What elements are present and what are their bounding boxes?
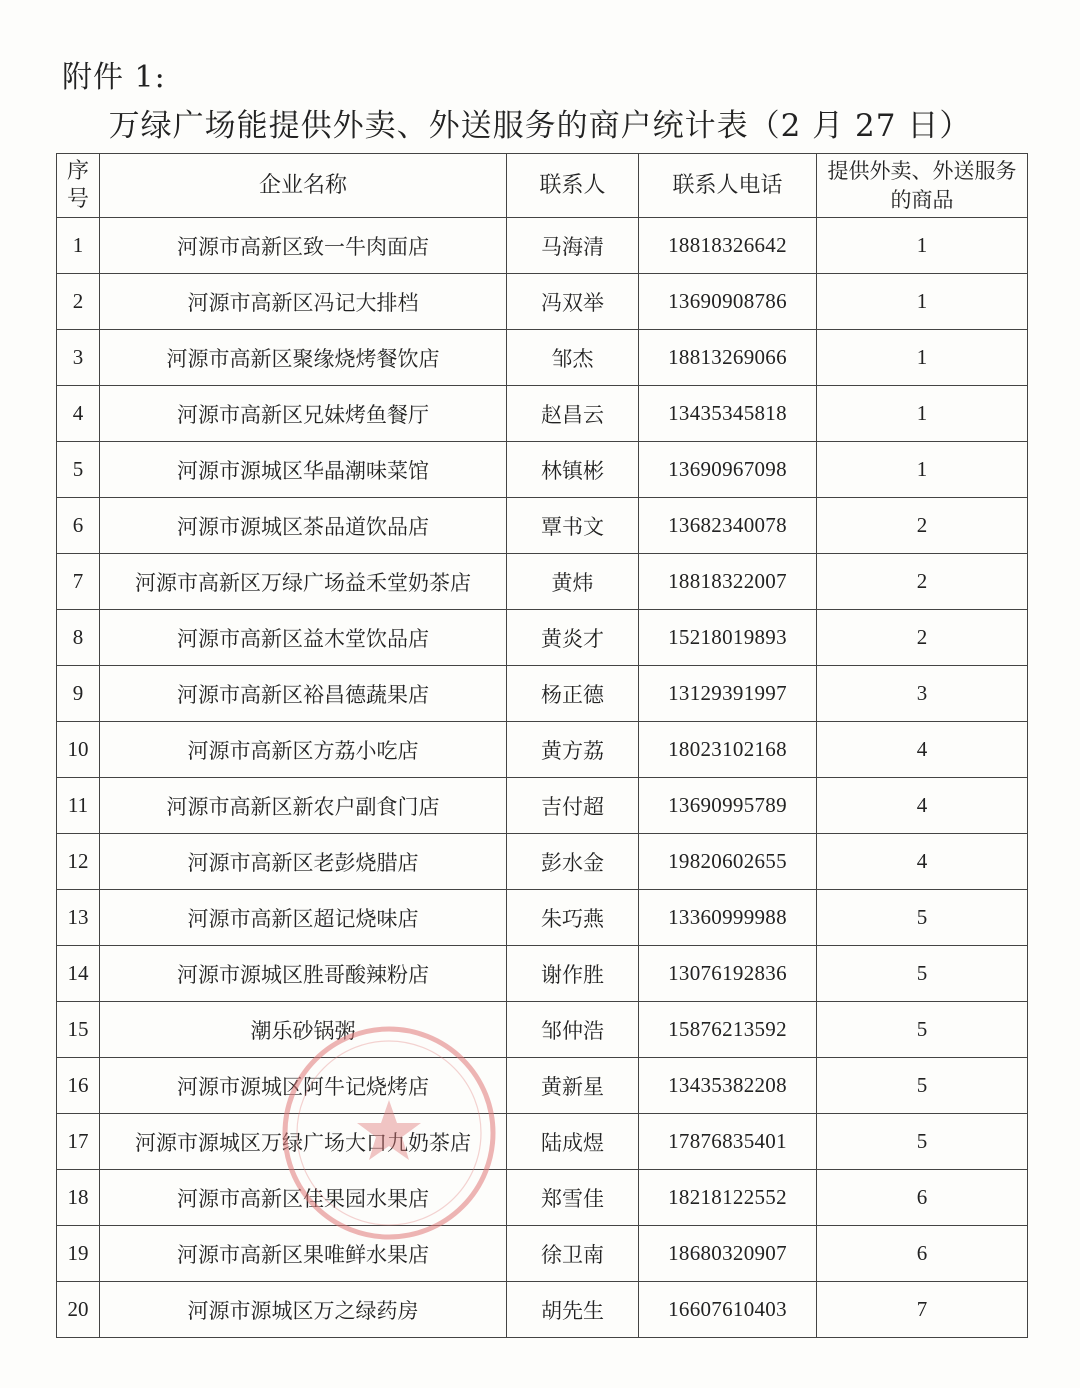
table-row (57, 1002, 1028, 1058)
cell-goods: 3 (817, 666, 1028, 722)
cell-phone: 13129391997 (639, 666, 817, 722)
cell-merchant-name: 河源市源城区华晶潮味菜馆 (100, 442, 507, 498)
cell-phone: 13435382208 (639, 1058, 817, 1114)
table-row (57, 1226, 1028, 1282)
attachment-label: 附件 1: (62, 60, 166, 95)
cell-number: 10 (57, 722, 100, 778)
cell-goods: 5 (817, 946, 1028, 1002)
cell-merchant-name: 河源市源城区胜哥酸辣粉店 (100, 946, 507, 1002)
cell-goods: 4 (817, 834, 1028, 890)
cell-goods: 4 (817, 722, 1028, 778)
table-row (57, 946, 1028, 1002)
cell-contact: 赵昌云 (507, 386, 639, 442)
cell-merchant-name: 河源市高新区方荔小吃店 (100, 722, 507, 778)
cell-phone: 13690995789 (639, 778, 817, 834)
merchant-table (56, 153, 1028, 1338)
cell-number: 4 (57, 386, 100, 442)
cell-number: 15 (57, 1002, 100, 1058)
cell-number: 18 (57, 1170, 100, 1226)
table-row (57, 498, 1028, 554)
cell-phone: 13690908786 (639, 274, 817, 330)
cell-number: 20 (57, 1282, 100, 1338)
cell-number: 8 (57, 610, 100, 666)
cell-contact: 黄炎才 (507, 610, 639, 666)
cell-number: 19 (57, 1226, 100, 1282)
cell-contact: 胡先生 (507, 1282, 639, 1338)
cell-phone: 18023102168 (639, 722, 817, 778)
cell-goods: 2 (817, 498, 1028, 554)
table-row (57, 666, 1028, 722)
cell-contact: 覃书文 (507, 498, 639, 554)
cell-phone: 13360999988 (639, 890, 817, 946)
cell-number: 14 (57, 946, 100, 1002)
table-row (57, 274, 1028, 330)
cell-contact: 杨正德 (507, 666, 639, 722)
cell-merchant-name: 潮乐砂锅粥 (100, 1002, 507, 1058)
cell-goods: 5 (817, 890, 1028, 946)
cell-contact: 林镇彬 (507, 442, 639, 498)
cell-number: 3 (57, 330, 100, 386)
cell-merchant-name: 河源市高新区益木堂饮品店 (100, 610, 507, 666)
column-header-goods (817, 154, 1028, 218)
cell-contact: 黄方荔 (507, 722, 639, 778)
cell-goods: 7 (817, 1282, 1028, 1338)
table-body (57, 218, 1028, 1338)
cell-goods: 2 (817, 554, 1028, 610)
cell-goods: 1 (817, 442, 1028, 498)
cell-goods: 6 (817, 1226, 1028, 1282)
cell-goods: 2 (817, 610, 1028, 666)
cell-number: 17 (57, 1114, 100, 1170)
cell-merchant-name: 河源市高新区果唯鲜水果店 (100, 1226, 507, 1282)
cell-goods: 1 (817, 330, 1028, 386)
cell-phone: 18818322007 (639, 554, 817, 610)
table-row (57, 330, 1028, 386)
column-header-goods-line1: 提供外卖、外送服务 (827, 158, 1017, 183)
cell-phone: 15876213592 (639, 1002, 817, 1058)
table-row (57, 554, 1028, 610)
cell-number: 2 (57, 274, 100, 330)
column-header-contact: 联系人 (507, 154, 639, 218)
cell-contact: 邹仲浩 (507, 1002, 639, 1058)
cell-merchant-name: 河源市高新区致一牛肉面店 (100, 218, 507, 274)
cell-contact: 彭水金 (507, 834, 639, 890)
cell-goods: 6 (817, 1170, 1028, 1226)
cell-merchant-name: 河源市高新区万绿广场益禾堂奶茶店 (100, 554, 507, 610)
cell-number: 5 (57, 442, 100, 498)
table-row (57, 722, 1028, 778)
cell-contact: 谢作胜 (507, 946, 639, 1002)
cell-contact: 黄新星 (507, 1058, 639, 1114)
table-row (57, 1282, 1028, 1338)
cell-merchant-name: 河源市高新区超记烧味店 (100, 890, 507, 946)
cell-number: 13 (57, 890, 100, 946)
table-row (57, 218, 1028, 274)
cell-contact: 马海清 (507, 218, 639, 274)
cell-merchant-name: 河源市高新区老彭烧腊店 (100, 834, 507, 890)
cell-phone: 15218019893 (639, 610, 817, 666)
cell-number: 11 (57, 778, 100, 834)
column-header-name: 企业名称 (100, 154, 507, 218)
cell-merchant-name: 河源市源城区万绿广场大口九奶茶店 (100, 1114, 507, 1170)
column-header-number-line1: 序 (66, 158, 89, 184)
column-header-number-line2: 号 (66, 186, 89, 212)
table-header-row (57, 154, 1028, 218)
cell-merchant-name: 河源市高新区兄妹烤鱼餐厅 (100, 386, 507, 442)
cell-contact: 朱巧燕 (507, 890, 639, 946)
cell-contact: 郑雪佳 (507, 1170, 639, 1226)
cell-goods: 5 (817, 1114, 1028, 1170)
table-row (57, 442, 1028, 498)
cell-phone: 16607610403 (639, 1282, 817, 1338)
cell-contact: 徐卫南 (507, 1226, 639, 1282)
cell-contact: 陆成煜 (507, 1114, 639, 1170)
cell-merchant-name: 河源市高新区裕昌德蔬果店 (100, 666, 507, 722)
table-row (57, 778, 1028, 834)
table-row (57, 890, 1028, 946)
cell-goods: 1 (817, 218, 1028, 274)
cell-goods: 1 (817, 274, 1028, 330)
cell-phone: 13690967098 (639, 442, 817, 498)
cell-phone: 13682340078 (639, 498, 817, 554)
column-header-goods-line2: 的商品 (890, 187, 954, 212)
cell-phone: 18818326642 (639, 218, 817, 274)
cell-merchant-name: 河源市高新区新农户副食门店 (100, 778, 507, 834)
cell-merchant-name: 河源市高新区聚缘烧烤餐饮店 (100, 330, 507, 386)
column-header-phone: 联系人电话 (639, 154, 817, 218)
cell-merchant-name: 河源市高新区冯记大排档 (100, 274, 507, 330)
cell-number: 16 (57, 1058, 100, 1114)
table-row (57, 386, 1028, 442)
cell-number: 9 (57, 666, 100, 722)
column-header-number (57, 154, 100, 218)
cell-phone: 18813269066 (639, 330, 817, 386)
cell-phone: 13076192836 (639, 946, 817, 1002)
cell-phone: 19820602655 (639, 834, 817, 890)
cell-number: 12 (57, 834, 100, 890)
table-row (57, 1170, 1028, 1226)
cell-contact: 冯双举 (507, 274, 639, 330)
cell-merchant-name: 河源市源城区阿牛记烧烤店 (100, 1058, 507, 1114)
table-row (57, 834, 1028, 890)
cell-goods: 4 (817, 778, 1028, 834)
cell-merchant-name: 河源市高新区佳果园水果店 (100, 1170, 507, 1226)
table-row (57, 610, 1028, 666)
cell-phone: 17876835401 (639, 1114, 817, 1170)
cell-number: 6 (57, 498, 100, 554)
cell-contact: 黄炜 (507, 554, 639, 610)
cell-goods: 1 (817, 386, 1028, 442)
cell-contact: 吉付超 (507, 778, 639, 834)
page-title: 万绿广场能提供外卖、外送服务的商户统计表（2 月 27 日） (108, 108, 972, 144)
cell-goods: 5 (817, 1058, 1028, 1114)
cell-phone: 18218122552 (639, 1170, 817, 1226)
cell-contact: 邹杰 (507, 330, 639, 386)
table-row (57, 1114, 1028, 1170)
cell-phone: 18680320907 (639, 1226, 817, 1282)
table-row (57, 1058, 1028, 1114)
cell-goods: 5 (817, 1002, 1028, 1058)
cell-number: 7 (57, 554, 100, 610)
cell-merchant-name: 河源市源城区茶品道饮品店 (100, 498, 507, 554)
cell-number: 1 (57, 218, 100, 274)
cell-phone: 13435345818 (639, 386, 817, 442)
cell-merchant-name: 河源市源城区万之绿药房 (100, 1282, 507, 1338)
